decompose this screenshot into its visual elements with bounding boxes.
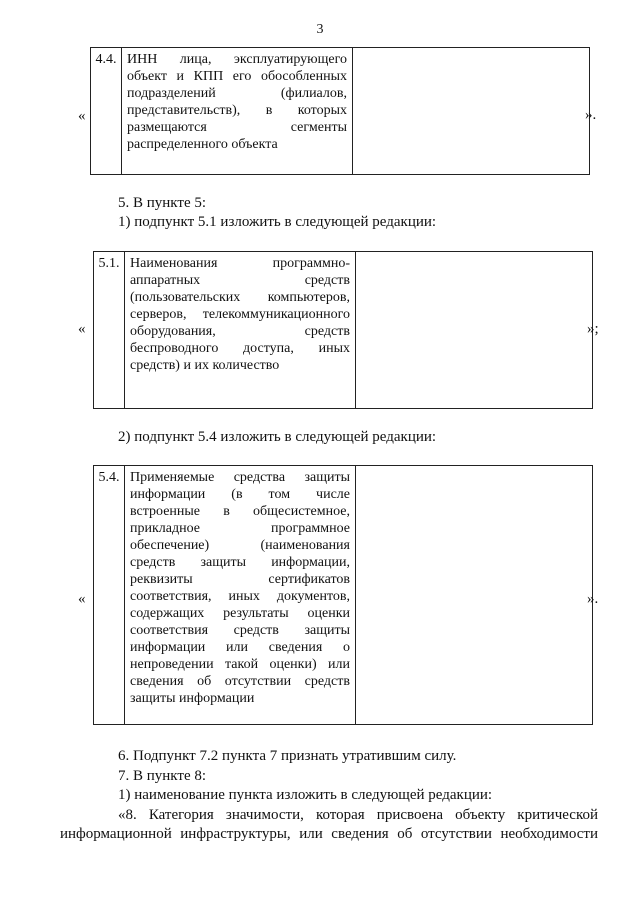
quote-close-4-4: ». xyxy=(585,107,597,123)
row-value xyxy=(356,252,593,409)
page-number: 3 xyxy=(316,22,324,37)
paragraph-6: 6. Подпункт 7.2 пункта 7 признать утратившим силу. xyxy=(118,748,457,764)
paragraph-5: 5. В пункте 5: xyxy=(118,195,207,211)
table-row xyxy=(94,466,593,725)
row-number: 5.1. xyxy=(94,252,125,409)
paragraph-8-line-2: информационной инфраструктуры, или сведения об отсутствии необходимости xyxy=(60,826,598,842)
paragraph-8-line-1: «8. Категория значимости, которая присвоена объекту критической xyxy=(118,807,598,823)
quote-close-5-4: ». xyxy=(587,591,599,607)
table-4-4 xyxy=(90,47,590,175)
quote-open-4-4: « xyxy=(78,108,86,124)
table-row xyxy=(91,48,590,175)
row-description: Наименования программно-аппаратных средств (пользовательских компьютеров, серверов, телекоммуникационного оборудования, средств беспроводного доступа, иных средств) и их количество xyxy=(125,252,356,409)
paragraph-7: 7. В пункте 8: xyxy=(118,768,207,784)
quote-open-5-4: « xyxy=(78,591,86,607)
row-value xyxy=(353,48,590,175)
paragraph-5-1: 1) подпункт 5.1 изложить в следующей редакции: xyxy=(118,214,437,230)
row-description: Применяемые средства защиты информации (в том числе встроенные в общесистемное, прикладное программное обеспечение) (наименования средств защиты информации, реквизиты сертификатов соответствия, иных документов, содержащих результаты оценки соответствия средств защиты информации или сведения о непроведении такой оценки) или сведения об отсутствии средств защиты информации xyxy=(125,466,356,725)
row-number: 4.4. xyxy=(91,48,122,175)
quote-open-5-1: « xyxy=(78,321,86,337)
quote-close-5-1: »; xyxy=(587,321,599,337)
row-number: 5.4. xyxy=(94,466,125,725)
row-description: ИНН лица, эксплуатирующего объект и КПП его обособленных подразделений (филиалов, представительств), в которых размещаются сегменты распределенного объекта xyxy=(122,48,353,175)
table-5-4 xyxy=(93,465,593,725)
paragraph-7-1: 1) наименование пункта изложить в следующей редакции: xyxy=(118,787,493,803)
table-5-1 xyxy=(93,251,593,409)
paragraph-5-4: 2) подпункт 5.4 изложить в следующей редакции: xyxy=(118,429,437,445)
table-row xyxy=(94,252,593,409)
row-value xyxy=(356,466,593,725)
